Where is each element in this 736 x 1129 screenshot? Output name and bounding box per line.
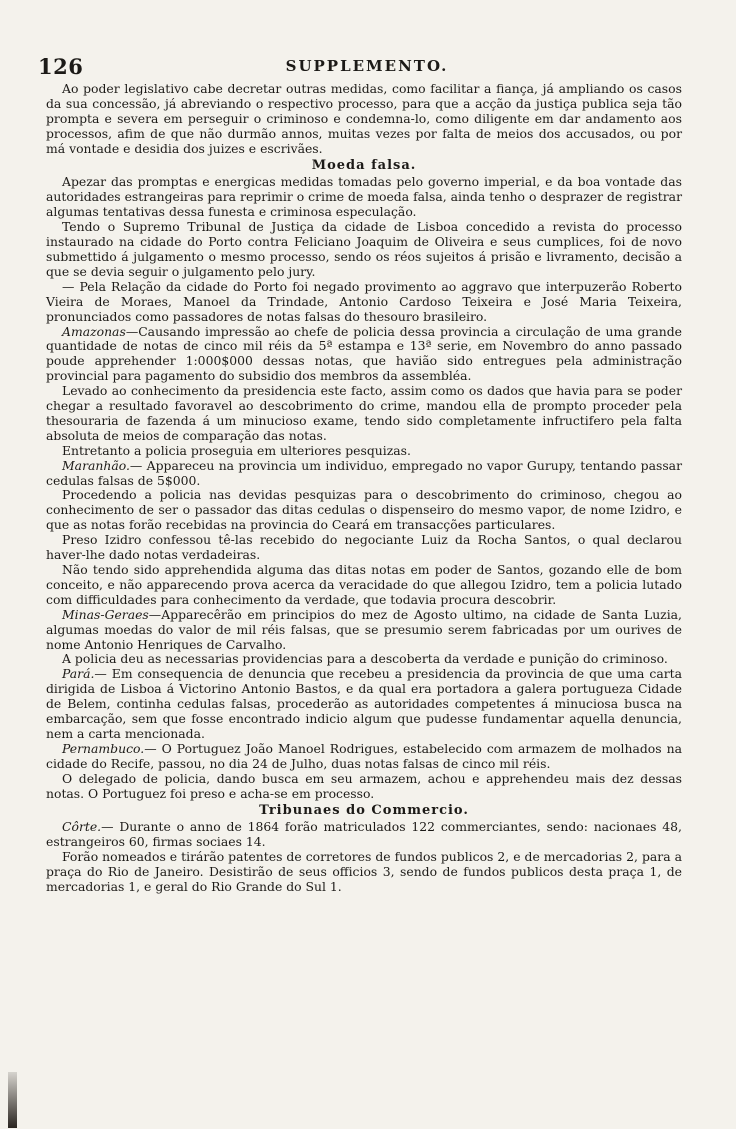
running-title: SUPPLEMENTO.: [285, 57, 449, 75]
moeda-paragraph: [46, 667, 682, 742]
moeda-paragraph: [46, 280, 682, 325]
moeda-paragraph: [46, 533, 682, 563]
section-moeda-falsa: [46, 175, 682, 801]
province-label: Maranhão.: [62, 457, 130, 473]
section-heading-tribunaes: Tribunaes do Commercio.: [259, 802, 469, 818]
moeda-paragraph: [46, 563, 682, 608]
moeda-paragraph: [46, 175, 682, 220]
province-label: Côrte.: [62, 819, 102, 835]
paragraph-text: Procedendo a policia nas devidas pesquizas para o descobrimento do criminoso, chegou ao conhecimento de ser o passador das ditas cedulas o dispenseiro do mesmo vapor, de nome Izidro, e que as notas forão recebidas na provincia do Ceará em transacções particulares.: [46, 487, 682, 533]
paragraph-text: —Causando impressão ao chefe de policia dessa provincia a circulação de uma grande quantidade de notas de cinco mil réis da 5ª estampa e 13ª serie, em Novembro do anno passado poude apprehender 1:000$000 dessas notas, que havião sido entregues pela administração provincial para pagamento do subsidio dos membros da assembléa.: [46, 323, 682, 384]
moeda-paragraph: [46, 459, 682, 489]
tribunaes-paragraph: [46, 850, 682, 895]
moeda-paragraph: [46, 325, 682, 385]
moeda-paragraph: [46, 742, 682, 772]
moeda-paragraph: [46, 384, 682, 444]
province-label: Amazonas: [62, 323, 126, 339]
page-body: [46, 82, 682, 895]
paragraph-text: —Apparecêrão em principios do mez de Agosto ultimo, na cidade de Santa Luzia, algumas moedas do valor de mil réis falsas, que se presumio serem fabricadas por um ourives de nome Antonio Henriques de Carvalho.: [46, 606, 682, 652]
moeda-paragraph: [46, 220, 682, 280]
section-tribunaes-do-commercio: [46, 820, 682, 895]
moeda-paragraph: [46, 488, 682, 533]
paragraph-text: Não tendo sido apprehendida alguma das ditas notas em poder de Santos, gozando elle de bom conceito, e não apparecendo prova acerca da veracidade do que allegou Izidro, tem a policia lutado com difficuldades para conhecimento da verdade, que todavia procura descobrir.: [46, 562, 682, 607]
province-label: Pará.: [62, 666, 95, 682]
paragraph-text: Preso Izidro confessou tê-las recebido do negociante Luiz da Rocha Santos, o qual declarou haver-lhe dado notas verdadeiras.: [46, 532, 682, 563]
paragraph-text: O delegado de policia, dando busca em seu armazem, achou e apprehendeu mais dez dessas notas. O Portuguez foi preso e acha-se em processo.: [46, 770, 682, 801]
paragraph-text: Tendo o Supremo Tribunal de Justiça da cidade de Lisboa concedido a revista do processo instaurado na cidade do Porto contra Feliciano Joaquim de Oliveira e seus cumplices, foi de novo submettido á julgamento o mesmo processo, sendo os réos sujeitos á prisão e livramento, decisão a que se devia seguir o julgamento pelo jury.: [46, 219, 682, 279]
paragraph-text: — Pela Relação da cidade do Porto foi negado provimento ao aggravo que interpuzerão Roberto Vieira de Moraes, Manoel da Trindade, Antonio Cardoso Teixeira e José Maria Teixeira, pronunciados como passadores de notas falsas do thesouro brasileiro.: [46, 278, 682, 324]
paragraph-text: Forão nomeados e tirárão patentes de corretores de fundos publicos 2, e de mercadorias 2, para a praça do Rio de Janeiro. Desistirão de seus officios 3, sendo de fundos publicos desta praça 1, de mercadorias 1, e geral do Rio Grande do Sul 1.: [46, 849, 682, 895]
province-label: Minas-Geraes: [62, 606, 149, 622]
page-number: 126: [38, 54, 84, 79]
paragraph-text: — Appareceu na provincia um individuo, empregado no vapor Gurupy, tentando passar cedulas falsas de 5$000.: [46, 457, 682, 488]
moeda-paragraph: [46, 772, 682, 802]
section-heading-moeda-falsa: Moeda falsa.: [311, 157, 417, 173]
paragraph-text: Apezar das promptas e energicas medidas tomadas pelo governo imperial, e da boa vontade das autoridades estrangeiras para reprimir o crime de moeda falsa, ainda tenho o desprazer de registrar algumas tentativas dessa funesta e criminosa especulação.: [46, 174, 682, 220]
page-header: [38, 54, 696, 79]
paragraph-text: — Em consequencia de denuncia que recebeu a presidencia da provincia de que uma carta dirigida de Lisboa á Victorino Antonio Bastos, e da qual era portadora a galera portugueza Cidade de Belem, continha cedulas falsas, procederão as autoridades competentes á minuciosa busca na embarcação, sem que fosse encontrado indicio algum que pudesse fundamentar aquella denuncia, nem a carta mencionada.: [46, 666, 682, 741]
moeda-paragraph: [46, 444, 682, 459]
moeda-paragraph: [46, 652, 682, 667]
paragraph-text: — Durante o anno de 1864 forão matriculados 122 commerciantes, sendo: nacionaes 48, estrangeiros 60, firmas sociaes 14.: [46, 819, 682, 850]
intro-paragraph: Ao poder legislativo cabe decretar outras medidas, como facilitar a fiança, já ampliando os casos da sua concessão, já abreviando o respectivo processo, para que a acção da justiça publica seja tão prompta e severa em perseguir o criminoso e condemna-lo, como diligente em dar andamento aos processos, afim de que não durmão annos, muitas vezes por falta de meios dos accusados, ou por má vontade e desidia dos juizes e escrivães.: [46, 81, 682, 156]
tribunaes-paragraph: [46, 820, 682, 850]
province-label: Pernambuco.: [62, 740, 145, 756]
page-edge-shadow: [8, 1072, 17, 1128]
paragraph-text: Levado ao conhecimento da presidencia este facto, assim como os dados que havia para se poder chegar a resultado favoravel ao descobrimento do crime, mandou ella de prompto proceder pela thesouraria de fazenda á um minucioso exame, tendo sido completamente infructifero pela falta absoluta de meios de comparação das notas.: [46, 383, 682, 443]
paragraph-text: — O Portuguez João Manoel Rodrigues, estabelecido com armazem de molhados na cidade do Recife, passou, no dia 24 de Julho, duas notas falsas de cinco mil réis.: [46, 740, 682, 771]
moeda-paragraph: [46, 608, 682, 653]
paragraph-text: A policia deu as necessarias providencias para a descoberta da verdade e punição do criminoso.: [62, 651, 668, 667]
paragraph-text: Entretanto a policia proseguia em ulteriores pesquizas.: [62, 442, 411, 458]
